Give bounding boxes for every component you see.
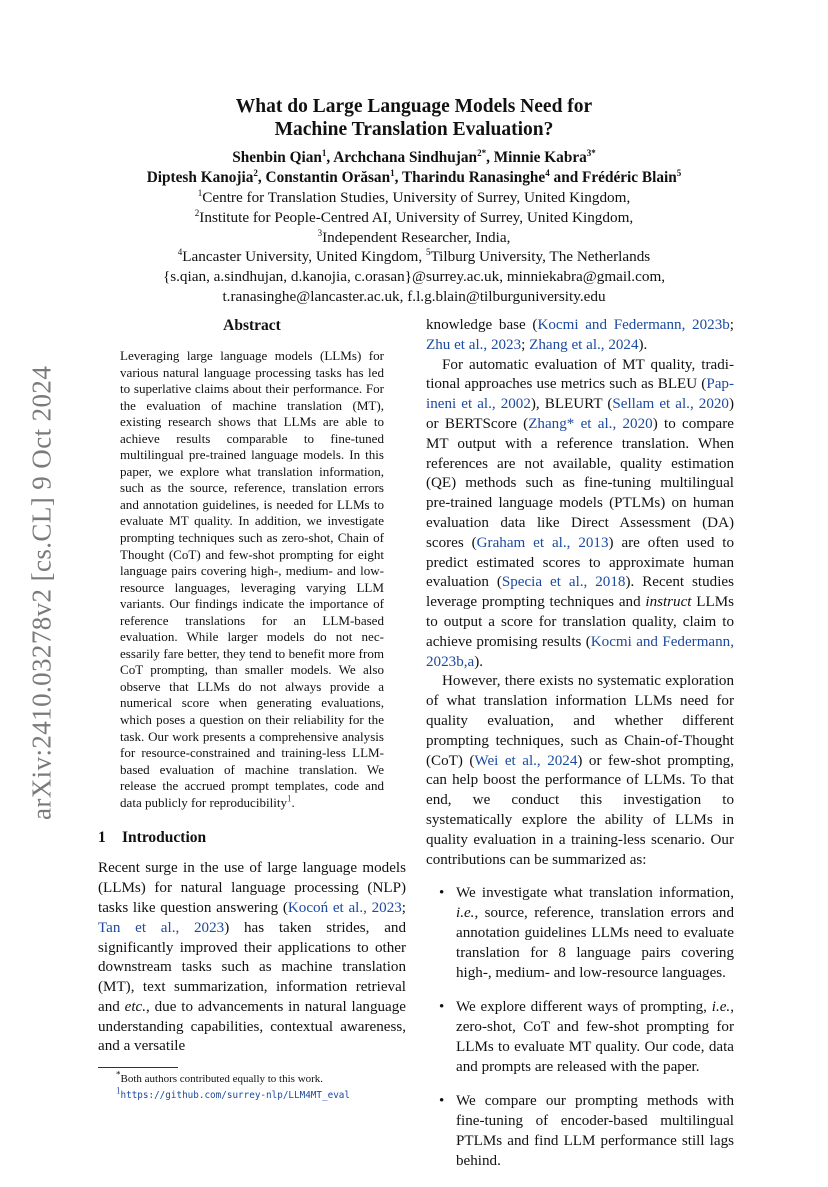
abstract-text: Leveraging large language models (LLMs) for various natural language processing tasks has led to superlative claims about their performance. For the evaluation of machine translation (MT), existing research shows that LLMs are able to achieve results comparable to fine-tuned multilingual pre-trained language models. In this paper, we explore what translation information, such as the source, reference, translation errors and annotation guidelines, is needed for LLMs to evaluate MT quality. In addition, we investigate prompting techniques such as zero-shot, Chain of Thought (CoT) and few-shot prompting for eight language pairs covering high-, medium- and low-resource languages, leveraging varying LLM variants. Our findings indicate the importance of reference translations for an LLM-based evaluation. While larger models do not necessarily fare better, they tend to benefit more from CoT prompting, than smaller models. We also observe that LLMs do not always provide a numerical score when generating evaluations, which poses a question on their reliability for the task. Our work presents a comprehensive analysis for resource-constrained and training-less LLM-based evaluation of machine translation. We release the accrued prompt templates, code and data publicly for reproducibility bbox=[120, 348, 384, 810]
bullet-icon: • bbox=[439, 999, 445, 1016]
affiliation-list bbox=[60, 188, 768, 307]
citation-link[interactable]: Specia et al., 2018 bbox=[501, 574, 626, 591]
intro-paragraph-3: However, there exists no systematic exploration of what translation information LLMs need for quality evaluation, and whether different prompting techniques, such as Chain-of-Thought (CoT) (Wei et al., 2024) or few-shot prompting, can help boost the performance of LLMs. To that end, we conduct this investigation to systematically explore the ability of LLMs in quality evaluation in a training-less scenario. Our contributions can be summarized as: bbox=[426, 673, 734, 868]
citation-link[interactable]: Zhang* et al., 2020 bbox=[528, 415, 653, 432]
left-column bbox=[98, 316, 406, 1103]
citation-link[interactable]: Kocmi and Federmann, 2023b bbox=[537, 317, 730, 333]
citation-link[interactable]: Sellam et al., 2020 bbox=[612, 396, 729, 413]
author-affil-mark: 1 bbox=[390, 167, 395, 178]
footnote-equal-contribution: *Both authors contributed equally to this work. bbox=[116, 1069, 324, 1086]
paper-title bbox=[60, 95, 768, 141]
contribution-item-2: • We explore different ways of prompting, i.e., zero-shot, CoT and few-shot prompting for LLMs to evaluate MT quality. Our code, data and prompts are released with the paper. bbox=[439, 999, 734, 1075]
author-affil-mark: 1 bbox=[321, 147, 327, 158]
email-line-2: t.ranasinghe@lancaster.ac.uk, f.l.g.blain@tilburguniversity.edu bbox=[222, 287, 606, 305]
abstract-heading: Abstract bbox=[223, 317, 281, 334]
author-line-2: Diptesh Kanojia$^2$, Constantin Orăsan$^1$, Tharindu Ranasinghe$^4$ and Frédéric Blain$^5$ bbox=[146, 167, 682, 186]
bullet-icon: • bbox=[439, 885, 445, 902]
citation-link[interactable]: Papineni et al., 2002 bbox=[426, 376, 734, 413]
abstract-body: Leveraging large language models (LLMs) for various natural language processing tasks has led to superlative claims about their performance. For the evaluation of machine translation (MT), existing research shows that LLMs are able to achieve results comparable to fine-tuned multilingual pre-trained language models. In this paper, we explore what translation information, such as the source, reference, translation errors and annotation guidelines, is needed for LLMs to evaluate MT quality. In addition, we investigate prompting techniques such as zero-shot, Chain of Thought (CoT) and few-shot prompting for eight language pairs covering high-, medium- and low-resource languages, leveraging varying LLM variants. Our findings indicate the importance of reference translations for an LLM-based evaluation. While larger models do not necessarily fare better, they tend to benefit more from CoT prompting, than smaller models. We also observe that LLMs do not always provide a numerical score when generating evaluations, which poses a question on their reliability for the task. Our work presents a comprehensive analysis for resource-constrained and training-less LLM-based evaluation of machine translation. We release the accrued prompt templates, code and data publicly for reproducibility$^1$. bbox=[120, 348, 384, 810]
author-name: Constantin Orăsan bbox=[265, 169, 391, 186]
author-name: Frédéric Blain bbox=[582, 169, 677, 186]
author-line-1: Shenbin Qian$^1$, Archchana Sindhujan$^{2*}$, Minnie Kabra$^{3*}$ bbox=[232, 147, 596, 166]
citation-link[interactable]: Kocoń et al., 2023 bbox=[287, 899, 402, 916]
intro-paragraph-2: For automatic evaluation of MT quality, traditional approaches use metrics such as BLEU (Papineni et al., 2002), BLEURT (Sellam et al., 2020) or BERTScore (Zhang* et al., 2020) to compare MT output with a reference translation. When references are not available, quality estimation (QE) methods such as fine-tuning multilingual pre-trained language models (PTLMs) on human evaluation data like Direct Assessment (DA) scores (Graham et al., 2013) are often used to predict estimated scores to approximate human evaluation (Specia et al., 2018). Recent studies leverage prompting techniques and instruct LLMs to output a score for translation quality, claim to achieve promising results (Kocmi and Federmann, 2023b,a). bbox=[426, 356, 735, 670]
title-line-1: What do Large Language Models Need for bbox=[235, 96, 593, 117]
footnote-divider bbox=[98, 1067, 178, 1068]
contributions-list bbox=[426, 884, 734, 1171]
citation-link[interactable]: Wei et al., 2024 bbox=[474, 752, 578, 769]
intro-paragraph-1-continued: knowledge base (Kocmi and Federmann, 2023b; Zhu et al., 2023; Zhang et al., 2024). bbox=[426, 317, 734, 353]
author-affil-mark: 3* bbox=[586, 147, 596, 158]
author-name: Tharindu Ranasinghe bbox=[401, 169, 546, 186]
affiliation-1: $^1$Centre for Translation Studies, University of Surrey, United Kingdom, bbox=[197, 187, 631, 206]
author-affil-mark: 4 bbox=[545, 167, 550, 178]
author-name: Minnie Kabra bbox=[493, 149, 587, 166]
arxiv-stamp-text: arXiv:2410.03278v2 [cs.CL] 9 Oct 2024 bbox=[26, 365, 57, 820]
section-title: Introduction bbox=[122, 829, 207, 847]
right-column bbox=[426, 316, 734, 1187]
email-line-1: {s.qian, a.sindhujan, d.kanojia, c.orasan}@surrey.ac.uk, minniekabra@gmail.com, bbox=[162, 268, 666, 286]
affiliation-2: $^2$Institute for People-Centred AI, University of Surrey, United Kingdom, bbox=[194, 207, 634, 226]
paper-header bbox=[60, 95, 768, 307]
affiliation-4-5: $^4$Lancaster University, United Kingdom, $^5$Tilburg University, The Netherlands bbox=[177, 247, 651, 266]
footnote-code-link: $^1$https://github.com/surrey-nlp/LLM4MT_eval bbox=[116, 1085, 350, 1102]
citation-link[interactable]: Zhang et al., 2024 bbox=[529, 336, 639, 353]
arxiv-identifier-stamp bbox=[20, 365, 64, 820]
citation-link[interactable]: Tan et al., 2023 bbox=[98, 919, 225, 936]
title-line-2: Machine Translation Evaluation? bbox=[274, 119, 554, 140]
author-name: Archchana Sindhujan bbox=[333, 149, 478, 166]
author-affil-mark: 2 bbox=[253, 167, 258, 178]
intro-paragraph-1: Recent surge in the use of large language models (LLMs) for natural language processing (NLP) tasks like question answering (Kocoń et al., 2023; Tan et al., 2023) has taken strides, and significantly improved their applications to other downstream tasks such as machine translation (MT), text summarization, information retrieval and etc., due to advancements in natural language understanding capabilities, contextual awareness, and a versatile bbox=[98, 860, 406, 1055]
github-url-link[interactable]: https://github.com/surrey-nlp/LLM4MT_eval bbox=[120, 1090, 350, 1102]
author-affil-mark: 2* bbox=[477, 147, 487, 158]
contribution-item-1: • We investigate what translation information, i.e., source, reference, translation errors and annotation guidelines LLMs need to evaluate translation for 8 language pairs covering high-, medium- and low-resource languages. bbox=[439, 885, 734, 981]
contribution-item-3: • We compare our prompting methods with fine-tuning of encoder-based multilingual PTLMs and find LLM performance still lags behind. bbox=[439, 1093, 734, 1169]
citation-link[interactable]: Graham et al., 2013 bbox=[476, 534, 609, 551]
author-name: Diptesh Kanojia bbox=[146, 169, 254, 186]
bullet-icon: • bbox=[439, 1093, 445, 1110]
author-name: Shenbin Qian bbox=[232, 149, 322, 166]
affiliation-3: $^3$Independent Researcher, India, bbox=[317, 227, 511, 246]
citation-link[interactable]: Kocmi and Federmann, 2023b,a bbox=[426, 633, 734, 670]
footnote-marker[interactable]: 1 bbox=[287, 793, 292, 804]
section-heading-introduction bbox=[98, 828, 406, 848]
author-list bbox=[60, 148, 768, 188]
author-affil-mark: 5 bbox=[676, 167, 682, 178]
citation-link[interactable]: Zhu et al., 2023 bbox=[426, 336, 522, 353]
section-number: 1 bbox=[98, 829, 106, 847]
